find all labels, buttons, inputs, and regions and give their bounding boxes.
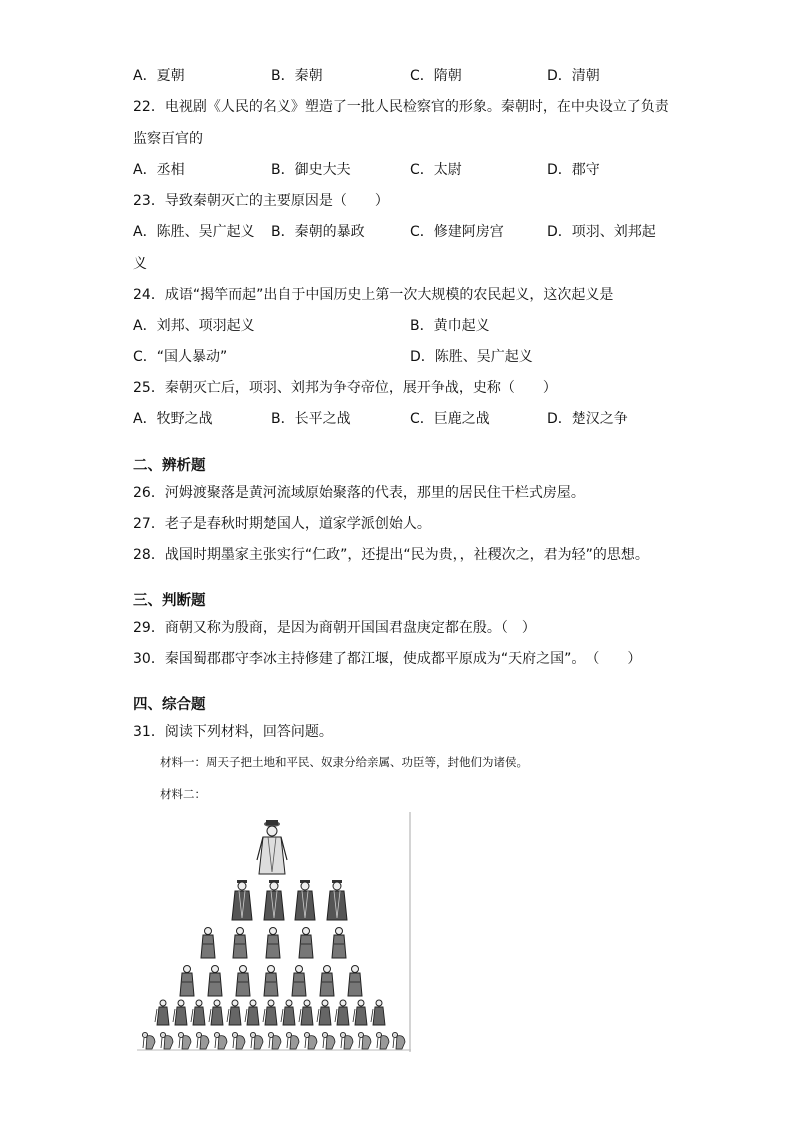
q24-option-b: B．黄巾起义 — [410, 318, 490, 334]
q24-option-d: D．陈胜、吴广起义 — [410, 349, 533, 365]
section4-title: 四、综合题 — [133, 697, 206, 713]
q21-option-a: A．夏朝 — [133, 68, 185, 84]
q25-option-c: C．巨鹿之战 — [410, 411, 490, 427]
q30-text: 30．秦国蜀郡郡守李冰主持修建了都江堰，使成都平原成为“天府之国”。 （ ） — [133, 651, 642, 667]
q22-option-b: B．御史大夫 — [271, 162, 351, 178]
q23-option-b: B．秦朝的暴政 — [271, 224, 365, 240]
section2-title: 二、辨析题 — [133, 458, 206, 474]
q25-option-d: D．楚汉之争 — [547, 411, 628, 427]
material-two-label: 材料二： — [160, 787, 206, 801]
material-one: 材料一：周天子把土地和平民、奴隶分给亲属、功臣等，封他们为诸侯。 — [160, 755, 528, 769]
q22-option-a: A．丞相 — [133, 162, 185, 178]
section3-title: 三、判断题 — [133, 593, 206, 609]
q23-option-d: D．项羽、刘邦起 — [547, 224, 656, 240]
q21-option-b: B．秦朝 — [271, 68, 323, 84]
q22-stem-line2: 监察百官的 — [133, 131, 203, 147]
q22-option-c: C．太尉 — [410, 162, 462, 178]
q24-stem: 24．成语“揭竿而起”出自于中国历史上第一次大规模的农民起义，这次起义是 — [133, 287, 614, 303]
q25-stem: 25．秦朝灭亡后，项羽、刘邦为争夺帝位，展开争战，史称（ ） — [133, 380, 557, 396]
q25-option-a: A．牧野之战 — [133, 411, 213, 427]
q31-stem: 31．阅读下列材料，回答问题。 — [133, 724, 333, 740]
q28-text: 28．战国时期墨家主张实行“仁政”，还提出“民为贵，，社稷次之，君为轻”的思想。 — [133, 547, 649, 563]
q25-option-b: B．长平之战 — [271, 411, 351, 427]
q21-option-c: C．隋朝 — [410, 68, 462, 84]
q24-option-c: C．“国人暴动” — [133, 349, 228, 365]
q29-text: 29．商朝又称为殷商，是因为商朝开国国君盘庚定都在殷。（ ） — [133, 620, 536, 636]
q22-option-d: D．郡守 — [547, 162, 600, 178]
q21-option-d: D．清朝 — [547, 68, 600, 84]
feudal-hierarchy-pyramid-image — [137, 812, 411, 1052]
q24-option-a: A．刘邦、项羽起义 — [133, 318, 255, 334]
q23-option-c: C．修建阿房宫 — [410, 224, 504, 240]
q23-option-a: A．陈胜、吴广起义 — [133, 224, 255, 240]
q23-stem: 23．导致秦朝灭亡的主要原因是（ ） — [133, 193, 389, 209]
q26-text: 26．河姆渡聚落是黄河流域原始聚落的代表，那里的居民住干栏式房屋。 — [133, 485, 585, 501]
q27-text: 27．老子是春秋时期楚国人，道家学派创始人。 — [133, 516, 431, 532]
q23-option-d-continued: 义 — [133, 256, 147, 272]
q22-stem-line1: 22．电视剧《人民的名义》塑造了一批人民检察官的形象。秦朝时，在中央设立了负责 — [133, 99, 669, 115]
